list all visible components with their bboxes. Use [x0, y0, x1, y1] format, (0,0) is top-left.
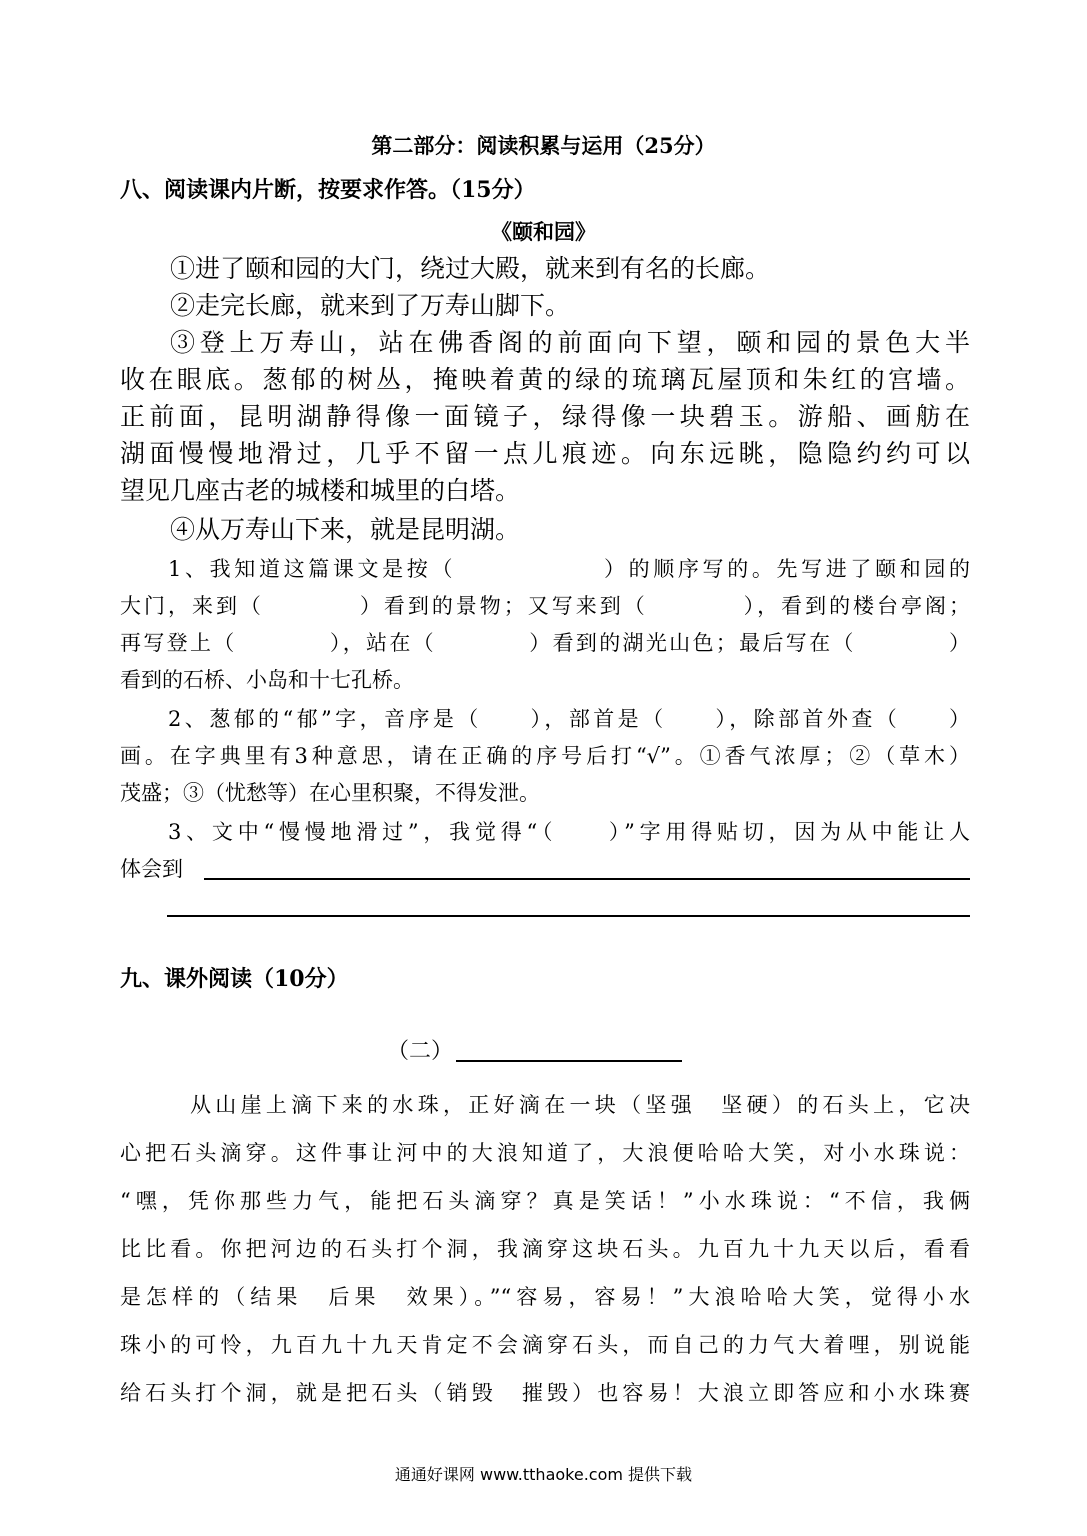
title-answer-line[interactable] — [456, 1060, 682, 1062]
story-line: 从山崖上滴下来的水珠，正好滴在一块（坚强 坚硬）的石头上，它决 — [190, 1093, 970, 1117]
question-1-line: 看到的石桥、小岛和十七孔桥。 — [120, 668, 414, 692]
question-2 — [120, 701, 970, 812]
story-line: 心把石头滴穿。这件事让河中的大浪知道了，大浪便哈哈大笑，对小水珠说： — [120, 1141, 970, 1165]
part-title: 第二部分：阅读积累与运用（25分） — [371, 133, 716, 158]
question-1-line: 1、我知道这篇课文是按（ ）的顺序写的。先写进了颐和园的 — [168, 557, 970, 581]
paragraph-3-line: 湖面慢慢地滑过，几乎不留一点儿痕迹。向东远眺，隐隐约约可以 — [120, 439, 970, 468]
paragraph-3-line: 正前面，昆明湖静得像一面镜子，绿得像一块碧玉。游船、画舫在 — [120, 402, 970, 431]
paragraph-1: ①进了颐和园的大门，绕过大殿，就来到有名的长廊。 — [170, 254, 771, 283]
question-3 — [120, 814, 970, 888]
story-line: “嘿，凭你那些力气，能把石头滴穿？真是笑话！”小水珠说：“不信，我俩 — [120, 1189, 970, 1213]
question-1 — [120, 551, 970, 699]
paragraph-4: ④从万寿山下来，就是昆明湖。 — [170, 515, 521, 544]
paragraph-3 — [120, 324, 970, 509]
question-3-line: 3、文中“慢慢地滑过”，我觉得“（ ）”字用得贴切，因为从中能让人 — [168, 820, 970, 844]
section8-heading: 八、阅读课内片断，按要求作答。（15分） — [120, 177, 536, 203]
answer-line[interactable] — [167, 915, 970, 917]
question-1-line: 大门，来到（ ）看到的景物；又写来到（ ），看到的楼台亭阁； — [120, 594, 970, 618]
page-footer: 通通好课网 www.tthaoke.com 提供下载 — [394, 1465, 693, 1484]
story-line: 是怎样的（结果 后果 效果）。”“容易，容易！”大浪哈哈大笑，觉得小水 — [120, 1285, 970, 1309]
story-subtitle: （二） — [387, 1039, 454, 1064]
question-3-line: 体会到 — [120, 857, 183, 881]
answer-line[interactable] — [204, 878, 970, 880]
paragraph-3-line: 收在眼底。葱郁的树丛，掩映着黄的绿的琉璃瓦屋顶和朱红的宫墙。 — [120, 365, 970, 394]
question-2-line: 2、葱郁的“郁”字，音序是（ ），部首是（ ），除部首外查（ ） — [168, 707, 970, 731]
question-1-line: 再写登上（ ），站在（ ）看到的湖光山色；最后写在（ ） — [120, 631, 970, 655]
paragraph-3-line: ③登上万寿山，站在佛香阁的前面向下望，颐和园的景色大半 — [170, 328, 970, 357]
paragraph-3-line: 望见几座古老的城楼和城里的白塔。 — [120, 476, 521, 505]
section9-heading: 九、课外阅读（10分） — [120, 966, 349, 992]
story-line: 珠小的可怜，九百九十九天肯定不会滴穿石头，而自己的力气大着哩，别说能 — [120, 1333, 970, 1357]
question-2-line: 画。在字典里有3种意思，请在正确的序号后打“√”。①香气浓厚；②（草木） — [120, 744, 970, 768]
story-line: 给石头打个洞，就是把石头（销毁 摧毁）也容易！大浪立即答应和小水珠赛 — [120, 1381, 970, 1405]
question-2-line: 茂盛；③（忧愁等）在心里积聚，不得发泄。 — [120, 781, 540, 805]
passage-title: 《颐和园》 — [491, 219, 596, 244]
paragraph-2: ②走完长廊，就来到了万寿山脚下。 — [170, 291, 571, 320]
story-text — [120, 1081, 970, 1417]
story-line: 比比看。你把河边的石头打个洞，我滴穿这块石头。九百九十九天以后，看看 — [120, 1237, 970, 1261]
